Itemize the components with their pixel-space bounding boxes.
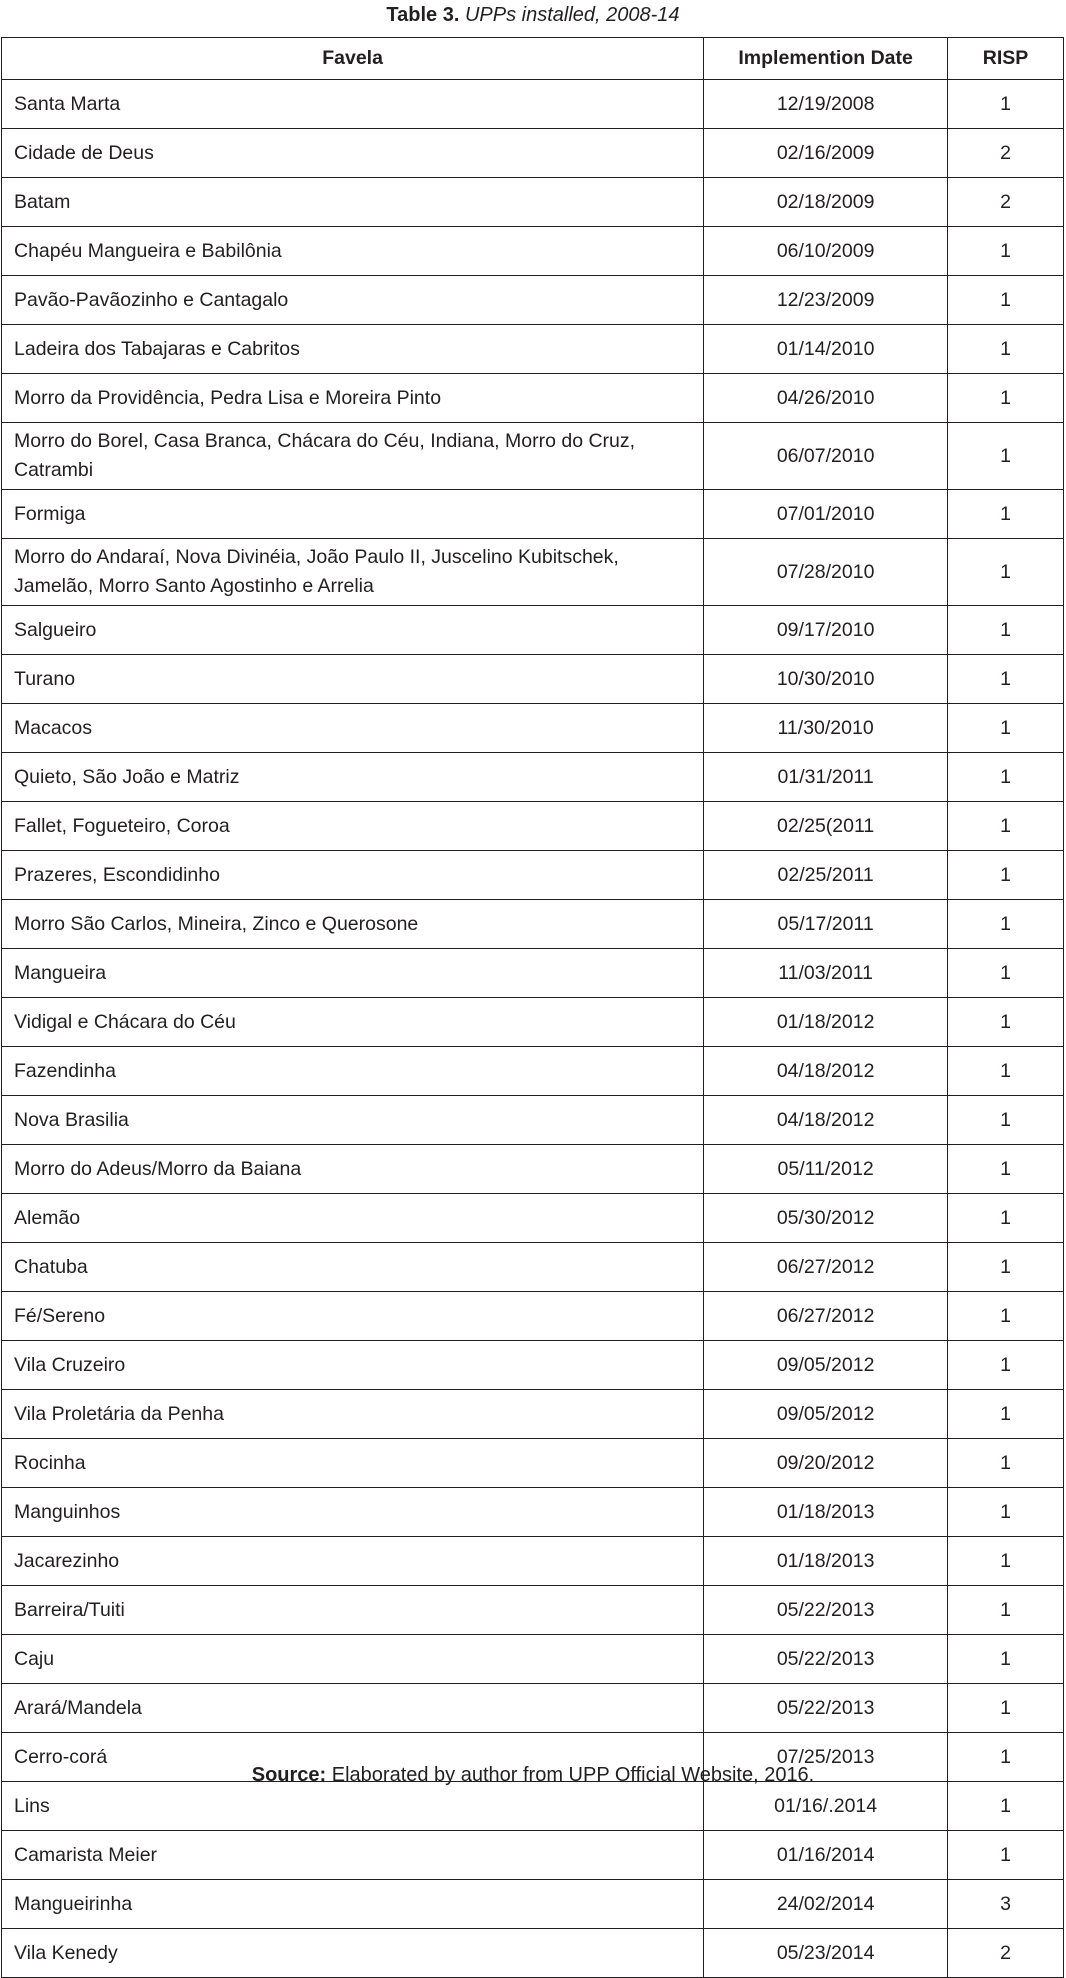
date-cell: 05/22/2013 — [704, 1635, 948, 1684]
date-cell: 09/20/2012 — [704, 1439, 948, 1488]
favela-cell: Vidigal e Chácara do Céu — [2, 998, 704, 1047]
date-cell: 10/30/2010 — [704, 655, 948, 704]
table-body — [2, 80, 1064, 1978]
date-cell: 01/31/2011 — [704, 753, 948, 802]
header-favela: Favela — [2, 38, 704, 80]
table-row — [2, 276, 1064, 325]
table-number: Table 3. — [386, 4, 460, 26]
header-risp: RISP — [948, 38, 1064, 80]
risp-cell: 1 — [948, 1782, 1064, 1831]
source-text: Elaborated by author from UPP Official Website, 2016. — [326, 1764, 815, 1786]
favela-cell: Santa Marta — [2, 80, 704, 129]
risp-cell: 1 — [948, 1635, 1064, 1684]
favela-cell: Chatuba — [2, 1243, 704, 1292]
favela-cell: Vila Cruzeiro — [2, 1341, 704, 1390]
favela-cell: Arará/Mandela — [2, 1684, 704, 1733]
date-cell: 04/18/2012 — [704, 1047, 948, 1096]
table-row — [2, 178, 1064, 227]
table-title: UPPs installed, 2008-14 — [464, 4, 680, 26]
risp-cell: 1 — [948, 1292, 1064, 1341]
favela-cell: Manguinhos — [2, 1488, 704, 1537]
table-row — [2, 1145, 1064, 1194]
risp-cell: 1 — [948, 949, 1064, 998]
table-row — [2, 1635, 1064, 1684]
risp-cell: 1 — [948, 1488, 1064, 1537]
date-cell: 07/01/2010 — [704, 490, 948, 539]
favela-cell: Vila Kenedy — [2, 1929, 704, 1978]
risp-cell: 1 — [948, 1831, 1064, 1880]
risp-cell: 1 — [948, 1047, 1064, 1096]
risp-cell: 1 — [948, 1194, 1064, 1243]
date-cell: 06/27/2012 — [704, 1292, 948, 1341]
date-cell: 11/30/2010 — [704, 704, 948, 753]
table-row — [2, 802, 1064, 851]
favela-cell: Fé/Sereno — [2, 1292, 704, 1341]
table-row — [2, 423, 1064, 490]
risp-cell: 1 — [948, 900, 1064, 949]
risp-cell: 1 — [948, 1243, 1064, 1292]
table-row — [2, 1292, 1064, 1341]
risp-cell: 1 — [948, 1390, 1064, 1439]
favela-cell: Salgueiro — [2, 606, 704, 655]
date-cell: 04/18/2012 — [704, 1096, 948, 1145]
risp-cell: 1 — [948, 655, 1064, 704]
table-row — [2, 1096, 1064, 1145]
favela-cell: Ladeira dos Tabajaras e Cabritos — [2, 325, 704, 374]
date-cell: 05/22/2013 — [704, 1684, 948, 1733]
risp-cell: 1 — [948, 1537, 1064, 1586]
favela-cell: Camarista Meier — [2, 1831, 704, 1880]
date-cell: 01/18/2013 — [704, 1537, 948, 1586]
risp-cell: 1 — [948, 704, 1064, 753]
risp-cell: 1 — [948, 227, 1064, 276]
date-cell: 07/25/2013 — [704, 1733, 948, 1782]
risp-cell: 1 — [948, 325, 1064, 374]
date-cell: 06/07/2010 — [704, 423, 948, 490]
header-date: Implemention Date — [704, 38, 948, 80]
favela-cell: Morro da Providência, Pedra Lisa e Moreira Pinto — [2, 374, 704, 423]
risp-cell: 2 — [948, 129, 1064, 178]
favela-cell: Cerro-corá — [2, 1733, 704, 1782]
date-cell: 09/05/2012 — [704, 1390, 948, 1439]
source-label: Source: — [251, 1764, 327, 1786]
risp-cell: 1 — [948, 753, 1064, 802]
table-row — [2, 1880, 1064, 1929]
table-row — [2, 1488, 1064, 1537]
favela-cell: Morro São Carlos, Mineira, Zinco e Querosone — [2, 900, 704, 949]
date-cell: 01/14/2010 — [704, 325, 948, 374]
risp-cell: 1 — [948, 1439, 1064, 1488]
favela-cell: Fazendinha — [2, 1047, 704, 1096]
favela-cell: Chapéu Mangueira e Babilônia — [2, 227, 704, 276]
date-cell: 12/19/2008 — [704, 80, 948, 129]
date-cell: 01/16/2014 — [704, 1831, 948, 1880]
date-cell: 12/23/2009 — [704, 276, 948, 325]
header-row — [2, 38, 1064, 80]
favela-cell: Pavão-Pavãozinho e Cantagalo — [2, 276, 704, 325]
risp-cell: 1 — [948, 423, 1064, 490]
table-row — [2, 1929, 1064, 1978]
risp-cell: 1 — [948, 1145, 1064, 1194]
table-row — [2, 1586, 1064, 1635]
date-cell: 05/23/2014 — [704, 1929, 948, 1978]
table-row — [2, 1684, 1064, 1733]
favela-cell: Morro do Adeus/Morro da Baiana — [2, 1145, 704, 1194]
date-cell: 05/17/2011 — [704, 900, 948, 949]
risp-cell: 1 — [948, 606, 1064, 655]
favela-cell: Batam — [2, 178, 704, 227]
risp-cell: 1 — [948, 802, 1064, 851]
table-row — [2, 1831, 1064, 1880]
table-row — [2, 227, 1064, 276]
risp-cell: 1 — [948, 1733, 1064, 1782]
date-cell: 06/27/2012 — [704, 1243, 948, 1292]
favela-cell: Turano — [2, 655, 704, 704]
table-row — [2, 1047, 1064, 1096]
favela-cell: Quieto, São João e Matriz — [2, 753, 704, 802]
table-row — [2, 1194, 1064, 1243]
risp-cell: 2 — [948, 178, 1064, 227]
favela-cell: Lins — [2, 1782, 704, 1831]
favela-cell: Morro do Andaraí, Nova Divinéia, João Paulo II, Juscelino Kubitschek, Jamelão, Morro Santo Agostinho e Arrelia — [2, 539, 704, 606]
favela-cell: Prazeres, Escondidinho — [2, 851, 704, 900]
date-cell: 09/05/2012 — [704, 1341, 948, 1390]
risp-cell: 1 — [948, 539, 1064, 606]
table-caption — [0, 4, 1066, 27]
risp-cell: 1 — [948, 851, 1064, 900]
date-cell: 11/03/2011 — [704, 949, 948, 998]
date-cell: 02/18/2009 — [704, 178, 948, 227]
date-cell: 05/30/2012 — [704, 1194, 948, 1243]
date-cell: 04/26/2010 — [704, 374, 948, 423]
table-row — [2, 1243, 1064, 1292]
favela-cell: Fallet, Fogueteiro, Coroa — [2, 802, 704, 851]
date-cell: 02/25/2011 — [704, 851, 948, 900]
date-cell: 05/22/2013 — [704, 1586, 948, 1635]
risp-cell: 1 — [948, 1096, 1064, 1145]
favela-cell: Morro do Borel, Casa Branca, Chácara do Céu, Indiana, Morro do Cruz, Catrambi — [2, 423, 704, 490]
date-cell: 09/17/2010 — [704, 606, 948, 655]
table-row — [2, 606, 1064, 655]
table-row — [2, 1439, 1064, 1488]
favela-cell: Mangueira — [2, 949, 704, 998]
risp-cell: 1 — [948, 374, 1064, 423]
table-row — [2, 949, 1064, 998]
table-row — [2, 374, 1064, 423]
risp-cell: 1 — [948, 1684, 1064, 1733]
table-row — [2, 1782, 1064, 1831]
table-row — [2, 1341, 1064, 1390]
upp-table — [1, 37, 1064, 1978]
risp-cell: 1 — [948, 276, 1064, 325]
table-row — [2, 80, 1064, 129]
table-row — [2, 539, 1064, 606]
table-row — [2, 325, 1064, 374]
table-row — [2, 655, 1064, 704]
table-row — [2, 490, 1064, 539]
risp-cell: 1 — [948, 1341, 1064, 1390]
favela-cell: Jacarezinho — [2, 1537, 704, 1586]
risp-cell: 1 — [948, 80, 1064, 129]
table-row — [2, 704, 1064, 753]
date-cell: 01/18/2012 — [704, 998, 948, 1047]
risp-cell: 1 — [948, 1586, 1064, 1635]
favela-cell: Macacos — [2, 704, 704, 753]
table-row — [2, 1390, 1064, 1439]
date-cell: 07/28/2010 — [704, 539, 948, 606]
favela-cell: Rocinha — [2, 1439, 704, 1488]
table-row — [2, 1537, 1064, 1586]
date-cell: 01/16/.2014 — [704, 1782, 948, 1831]
table-row — [2, 129, 1064, 178]
date-cell: 02/16/2009 — [704, 129, 948, 178]
risp-cell: 2 — [948, 1929, 1064, 1978]
date-cell: 05/11/2012 — [704, 1145, 948, 1194]
date-cell: 06/10/2009 — [704, 227, 948, 276]
date-cell: 24/02/2014 — [704, 1880, 948, 1929]
table-row — [2, 753, 1064, 802]
favela-cell: Caju — [2, 1635, 704, 1684]
risp-cell: 1 — [948, 490, 1064, 539]
favela-cell: Vila Proletária da Penha — [2, 1390, 704, 1439]
date-cell: 02/25(2011 — [704, 802, 948, 851]
favela-cell: Cidade de Deus — [2, 129, 704, 178]
favela-cell: Nova Brasilia — [2, 1096, 704, 1145]
risp-cell: 1 — [948, 998, 1064, 1047]
table-row — [2, 900, 1064, 949]
date-cell: 01/18/2013 — [704, 1488, 948, 1537]
favela-cell: Formiga — [2, 490, 704, 539]
source-note — [0, 1764, 1066, 1787]
favela-cell: Alemão — [2, 1194, 704, 1243]
table-row — [2, 998, 1064, 1047]
favela-cell: Barreira/Tuiti — [2, 1586, 704, 1635]
risp-cell: 3 — [948, 1880, 1064, 1929]
table-row — [2, 851, 1064, 900]
favela-cell: Mangueirinha — [2, 1880, 704, 1929]
